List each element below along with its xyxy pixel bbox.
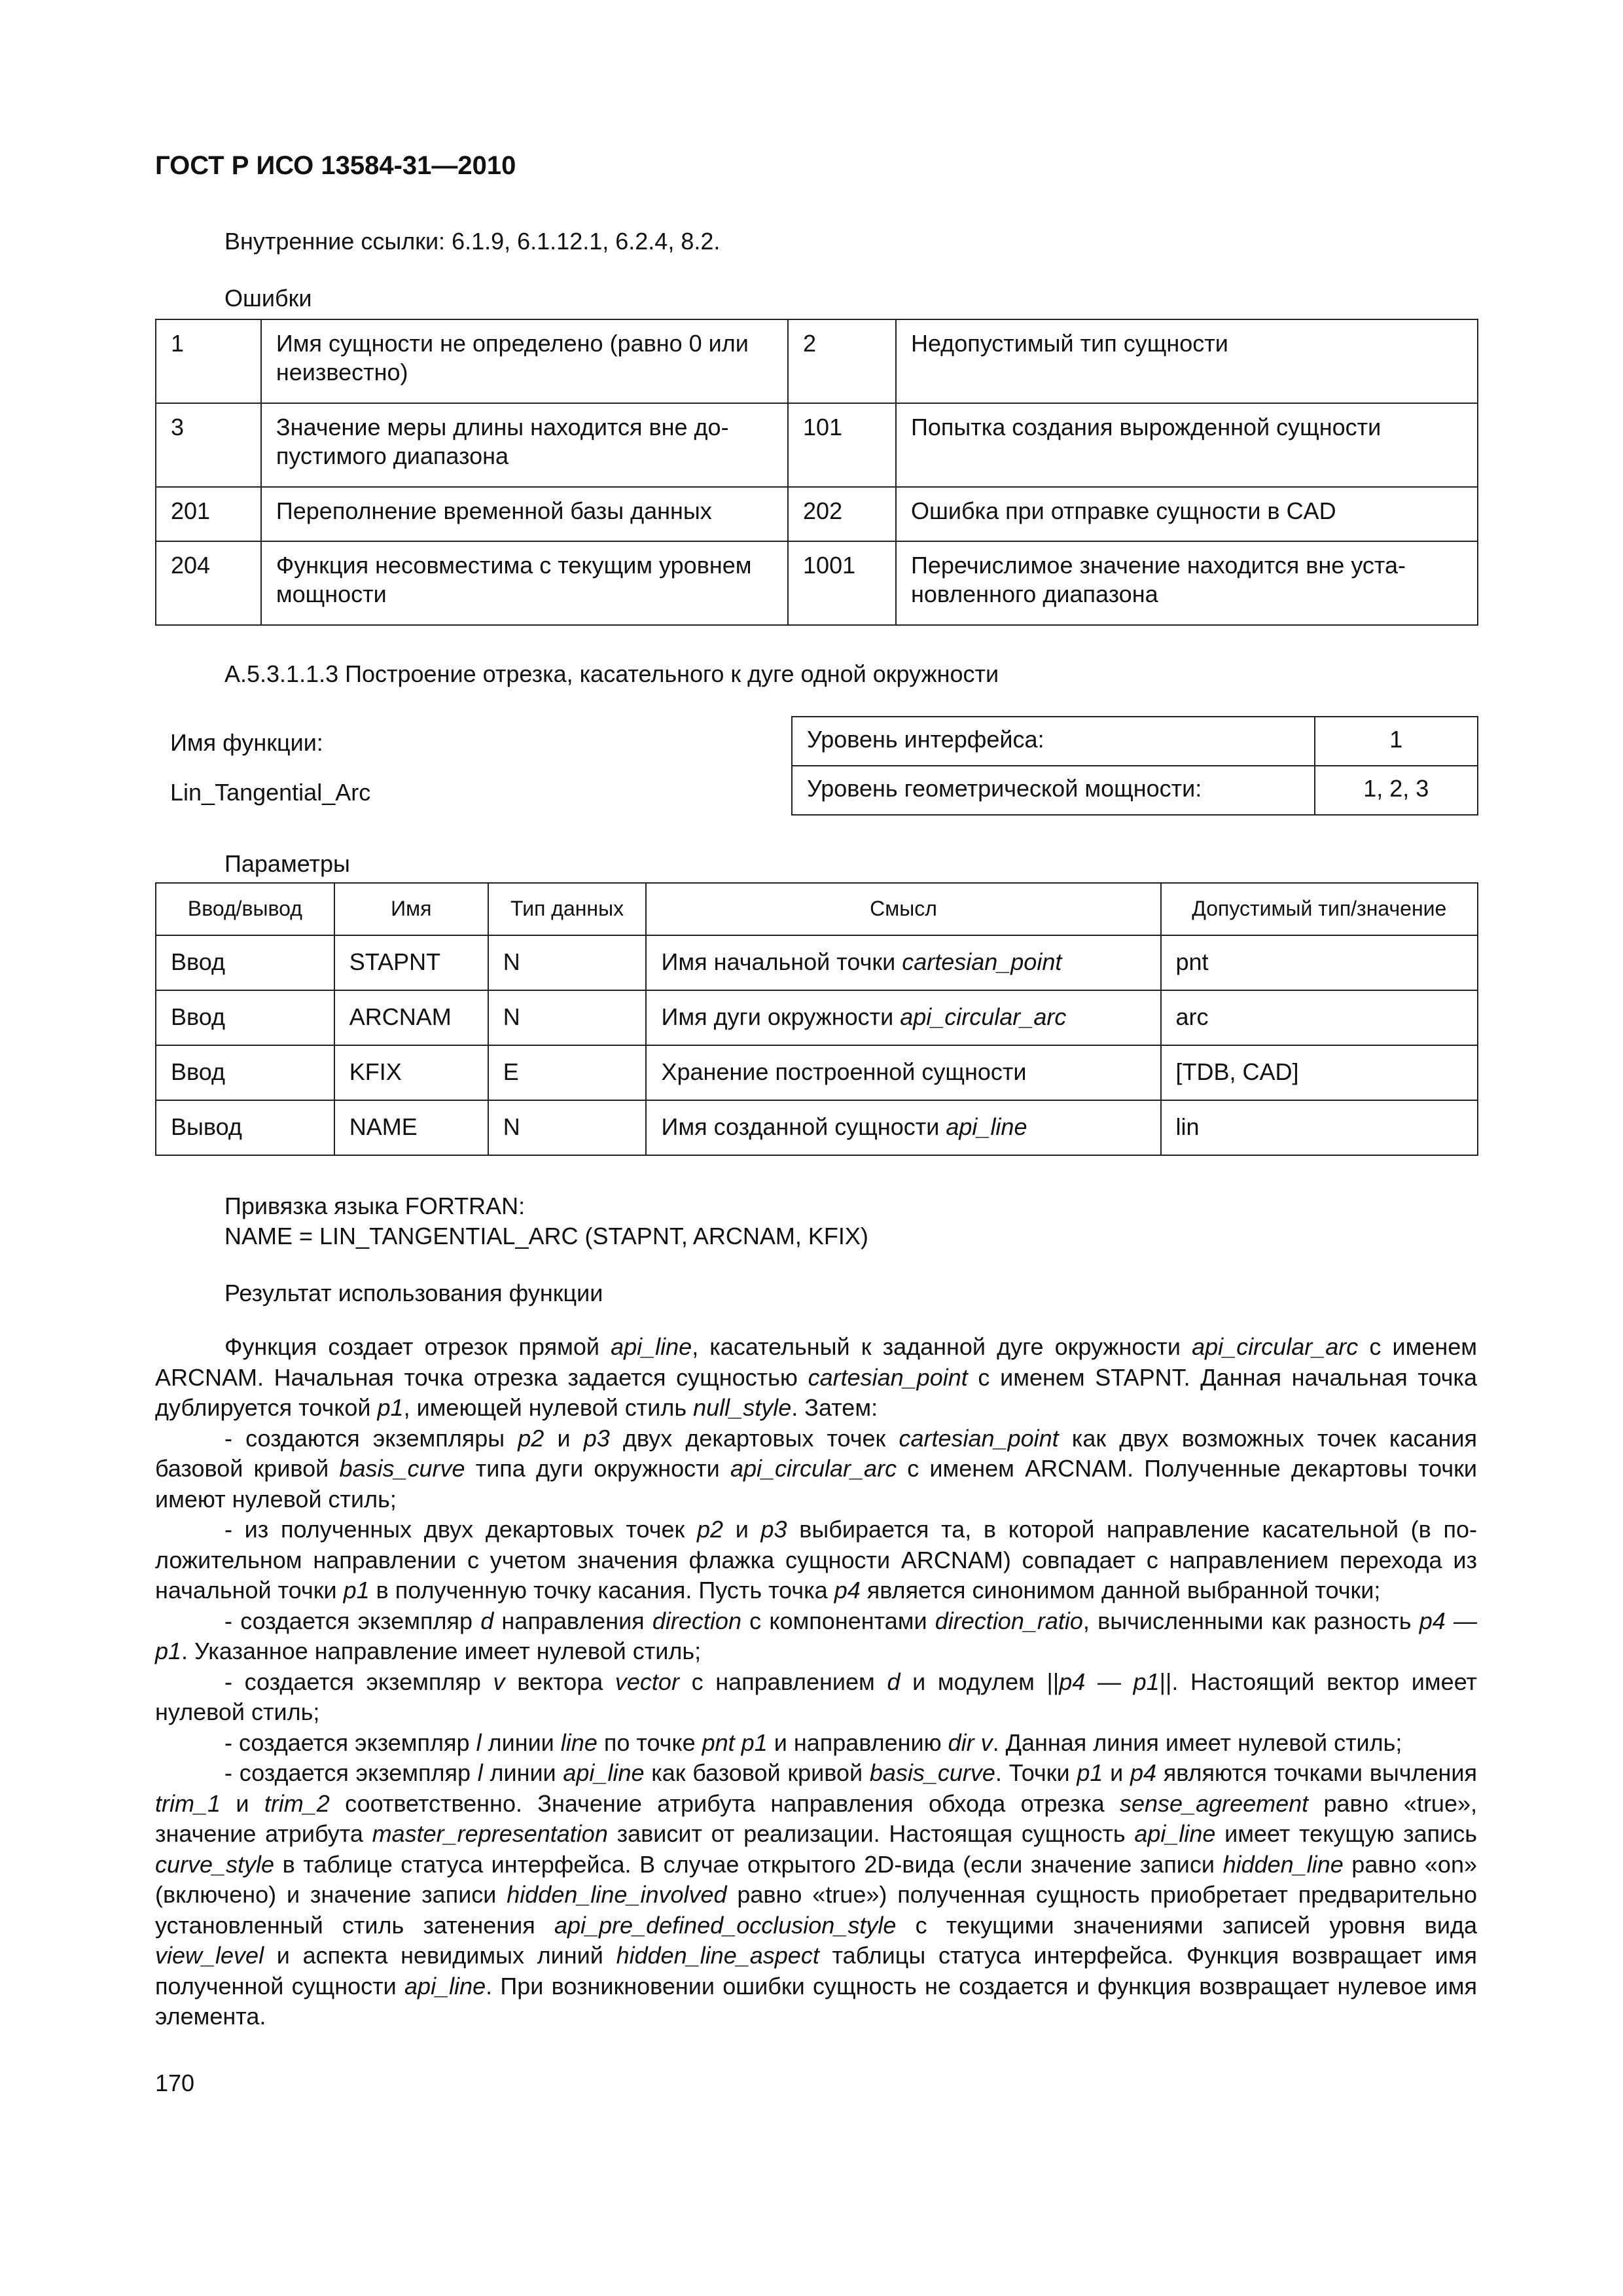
fortran-binding-label: Привязка языка FORTRAN: <box>224 1193 526 1219</box>
entity: cartesian_point <box>808 1363 968 1391</box>
entity: api_circular_arc <box>730 1455 897 1482</box>
error-message: Попытка создания вырожденной сущности <box>896 403 1478 487</box>
errors-label: Ошибки <box>224 285 312 312</box>
column-header: Имя <box>334 883 488 935</box>
text: и <box>1103 1759 1130 1786</box>
entity: sense_agreement <box>1119 1789 1309 1817</box>
meaning-text: Хранение построенной сущности <box>661 1058 1027 1085</box>
text: равно «on» (включено) и значение записи <box>155 1850 1477 1908</box>
column-header: Допустимый тип/значение <box>1161 883 1478 935</box>
text: - создаются экземпляры <box>224 1424 518 1452</box>
entity: p2 <box>518 1424 544 1452</box>
text: , вычисленными как разность <box>1082 1607 1419 1634</box>
entity: hidden_line <box>1222 1850 1344 1878</box>
text: и направлению <box>767 1729 948 1756</box>
text: в таблице статуса интерфейса. В случае открытого 2D-вида (если значение записи <box>274 1850 1223 1878</box>
entity: basis_curve <box>869 1759 995 1786</box>
error-message: Недопустимый тип сущности <box>896 319 1478 403</box>
level-label: Уровень геометрической мощности: <box>792 766 1315 815</box>
text: являются точками вычления <box>1156 1759 1478 1786</box>
text: с именем ARCNAM. Начальная точка отрезка задается сущностью <box>155 1333 1477 1391</box>
level-value: 1, 2, 3 <box>1315 766 1478 815</box>
entity: hidden_line_aspect <box>616 1942 819 1969</box>
paragraph <box>155 1728 1477 1759</box>
entity: v <box>493 1668 505 1695</box>
text: . Указанное направление имеет нулевой стиль; <box>181 1638 702 1664</box>
text: и <box>544 1424 584 1452</box>
text: , имеющей нулевой стиль <box>403 1394 694 1421</box>
error-code: 101 <box>788 403 896 487</box>
param-meaning <box>646 990 1160 1045</box>
param-io: Ввод <box>156 1045 334 1100</box>
text: . Точки <box>995 1759 1077 1786</box>
errors-table <box>155 319 1478 626</box>
fortran-binding-code: NAME = LIN_TANGENTIAL_ARC (STAPNT, ARCNAM, KFIX) <box>224 1223 868 1249</box>
param-meaning <box>646 1100 1160 1155</box>
param-name: STAPNT <box>334 935 488 990</box>
error-message: Имя сущности не определено (равно 0 или неизвестно) <box>261 319 788 403</box>
param-allowed: pnt <box>1161 935 1478 990</box>
entity: trim_2 <box>264 1789 330 1817</box>
text: является синонимом данной выбранной точки; <box>860 1577 1381 1604</box>
text: в полученную точку касания. Пусть точка <box>369 1577 834 1604</box>
entity: p4 <box>834 1577 861 1604</box>
entity: master_representation <box>372 1820 608 1847</box>
entity: api_pre_defined_occlusion_style <box>554 1911 897 1939</box>
column-header: Ввод/вывод <box>156 883 334 935</box>
param-name: NAME <box>334 1100 488 1155</box>
text: и аспекта невидимых линий <box>264 1942 616 1969</box>
text: по точке <box>597 1729 702 1756</box>
text: . При возникновении ошибки сущность не создается и функция возвращает нулевое имя элемента. <box>155 1972 1477 2030</box>
paragraph <box>155 1515 1477 1606</box>
table-row <box>792 766 1478 815</box>
text: с именем ARCNAM. Полученные декартовы точки имеют нулевой стиль; <box>155 1455 1477 1513</box>
section-heading: А.5.3.1.1.3 Построение отрезка, касательного к дуге одной окружности <box>224 660 999 687</box>
error-code: 1001 <box>788 541 896 625</box>
meaning-entity: api_line <box>946 1113 1027 1140</box>
paragraph <box>155 1758 1477 2032</box>
entity: cartesian_point <box>899 1424 1059 1452</box>
text: с направлением <box>679 1668 887 1695</box>
entity: line <box>560 1729 597 1756</box>
text: двух декартовых точек <box>609 1424 899 1452</box>
table-row <box>156 319 1478 403</box>
param-allowed: arc <box>1161 990 1478 1045</box>
text: как двух возможных точек касания базовой кривой <box>155 1424 1477 1482</box>
entity: api_line <box>611 1333 692 1360</box>
text: - создается экземпляр <box>224 1668 493 1695</box>
entity: pnt p1 <box>702 1729 768 1756</box>
text: типа дуги окружности <box>465 1455 730 1482</box>
text: таблицы статуса интерфейса. Функция возвращает имя полученной сущности <box>155 1942 1477 2000</box>
levels-table <box>791 716 1478 816</box>
table-row <box>792 717 1478 766</box>
text: и модулем || <box>900 1668 1060 1695</box>
entity: p3 <box>583 1424 610 1452</box>
error-message: Функция несовместима с текущим уровнем мощности <box>261 541 788 625</box>
error-message: Перечислимое значение находится вне установленного диапазона <box>896 541 1478 625</box>
meaning-entity: cartesian_point <box>902 948 1062 975</box>
function-name: Lin_Tangential_Arc <box>170 779 371 806</box>
table-row <box>156 1100 1478 1155</box>
function-name-label: Имя функции: <box>170 729 323 756</box>
table-row <box>156 541 1478 625</box>
entity: p4 — p1 <box>1059 1668 1160 1695</box>
text: линии <box>481 1729 561 1756</box>
entity: direction <box>652 1607 741 1634</box>
entity: api_circular_arc <box>1192 1333 1359 1360</box>
error-message: Переполнение временной базы данных <box>261 487 788 541</box>
text: и <box>221 1789 264 1817</box>
text: как базовой кривой <box>644 1759 870 1786</box>
text: . Затем: <box>791 1394 878 1421</box>
error-code: 1 <box>156 319 261 403</box>
meaning-text: Имя дуги окружности <box>661 1003 901 1030</box>
text: , касательный к заданной дуге окружности <box>692 1333 1192 1360</box>
entity: p4 — p1 <box>155 1607 1477 1664</box>
result-heading: Результат использования функции <box>224 1280 603 1306</box>
error-code: 201 <box>156 487 261 541</box>
text: и <box>723 1516 761 1543</box>
error-message: Значение меры длины находится вне допустимого диапазона <box>261 403 788 487</box>
level-value: 1 <box>1315 717 1478 766</box>
param-io: Вывод <box>156 1100 334 1155</box>
function-description <box>155 1332 1477 2032</box>
text: зависит от реализации. Настоящая сущность <box>607 1820 1135 1847</box>
param-type: N <box>488 1100 647 1155</box>
text: равно «true», значение атрибута <box>155 1789 1477 1847</box>
text: - создается экземпляр <box>224 1607 481 1634</box>
standard-header: ГОСТ Р ИСО 13584-31—2010 <box>155 151 516 180</box>
internal-refs: Внутренние ссылки: 6.1.9, 6.1.12.1, 6.2.4, 8.2. <box>224 228 721 255</box>
params-label: Параметры <box>224 850 350 877</box>
paragraph <box>155 1424 1477 1515</box>
text: направления <box>493 1607 652 1634</box>
table-row <box>156 990 1478 1045</box>
param-type: N <box>488 990 647 1045</box>
text: выбирается та, в которой направление касательной (в положительном направлении с учетом значения флажка сущности ARCNAM) совпадает с направлением перехода из начальной точки <box>155 1516 1477 1604</box>
param-io: Ввод <box>156 990 334 1045</box>
param-meaning <box>646 1045 1160 1100</box>
entity: dir v <box>948 1729 993 1756</box>
entity: trim_1 <box>155 1789 221 1817</box>
paragraph <box>155 1332 1477 1424</box>
text: соответственно. Значение атрибута направления обхода отрезка <box>329 1789 1120 1817</box>
param-type: E <box>488 1045 647 1100</box>
entity: view_level <box>155 1942 264 1969</box>
table-row <box>156 935 1478 990</box>
param-io: Ввод <box>156 935 334 990</box>
text: ||. Настоящий вектор имеет нулевой стиль; <box>155 1668 1478 1725</box>
entity: p3 <box>760 1516 787 1543</box>
table-row <box>156 403 1478 487</box>
page-number: 170 <box>155 2070 195 2096</box>
param-allowed: lin <box>1161 1100 1478 1155</box>
text: линии <box>482 1759 563 1786</box>
paragraph <box>155 1667 1477 1728</box>
entity: api_line <box>563 1759 645 1786</box>
entity: api_line <box>404 1972 486 2000</box>
error-code: 202 <box>788 487 896 541</box>
error-message: Ошибка при отправке сущности в CAD <box>896 487 1478 541</box>
entity: l <box>476 1729 482 1756</box>
params-table <box>155 882 1478 1156</box>
meaning-text: Имя созданной сущности <box>661 1113 946 1140</box>
entity: direction_ratio <box>935 1607 1083 1634</box>
text: Функция создает отрезок прямой <box>224 1333 611 1360</box>
entity: p1 <box>377 1394 404 1421</box>
entity: p2 <box>696 1516 724 1543</box>
level-label: Уровень интерфейса: <box>792 717 1315 766</box>
column-header: Тип данных <box>488 883 647 935</box>
entity: basis_curve <box>339 1455 465 1482</box>
text: равно «true») полученная сущность приобретает предварительно установленный стиль затенения <box>155 1881 1477 1939</box>
text: имеет текущую запись <box>1215 1820 1477 1847</box>
entity: p1 <box>1077 1759 1103 1786</box>
table-row <box>156 1045 1478 1100</box>
text: - создается экземпляр <box>224 1729 476 1756</box>
param-name: ARCNAM <box>334 990 488 1045</box>
entity: d <box>887 1668 901 1695</box>
meaning-text: Имя начальной точки <box>661 948 902 975</box>
param-type: N <box>488 935 647 990</box>
error-code: 204 <box>156 541 261 625</box>
entity: null_style <box>693 1394 792 1421</box>
paragraph <box>155 1606 1477 1667</box>
entity: curve_style <box>155 1850 275 1878</box>
text: - создается экземпляр <box>224 1759 478 1786</box>
text: с компонентами <box>741 1607 935 1634</box>
entity: l <box>477 1759 483 1786</box>
text: вектора <box>505 1668 615 1695</box>
entity: p4 <box>1130 1759 1157 1786</box>
param-allowed: [TDB, CAD] <box>1161 1045 1478 1100</box>
text: с текущими значениями записей уровня вида <box>896 1911 1477 1939</box>
table-row <box>156 487 1478 541</box>
error-code: 2 <box>788 319 896 403</box>
table-header-row <box>156 883 1478 935</box>
text: с именем STAPNT. Данная начальная точка дублируется точкой <box>155 1363 1477 1421</box>
column-header: Смысл <box>646 883 1160 935</box>
param-name: KFIX <box>334 1045 488 1100</box>
entity: p1 <box>343 1577 370 1604</box>
entity: api_line <box>1134 1820 1216 1847</box>
entity: hidden_line_involved <box>507 1881 727 1908</box>
param-meaning <box>646 935 1160 990</box>
meaning-entity: api_circular_arc <box>900 1003 1067 1030</box>
text: - из полученных двух декартовых точек <box>224 1516 697 1543</box>
entity: d <box>480 1607 494 1634</box>
entity: vector <box>615 1668 679 1695</box>
error-code: 3 <box>156 403 261 487</box>
text: . Данная линия имеет нулевой стиль; <box>992 1729 1402 1756</box>
